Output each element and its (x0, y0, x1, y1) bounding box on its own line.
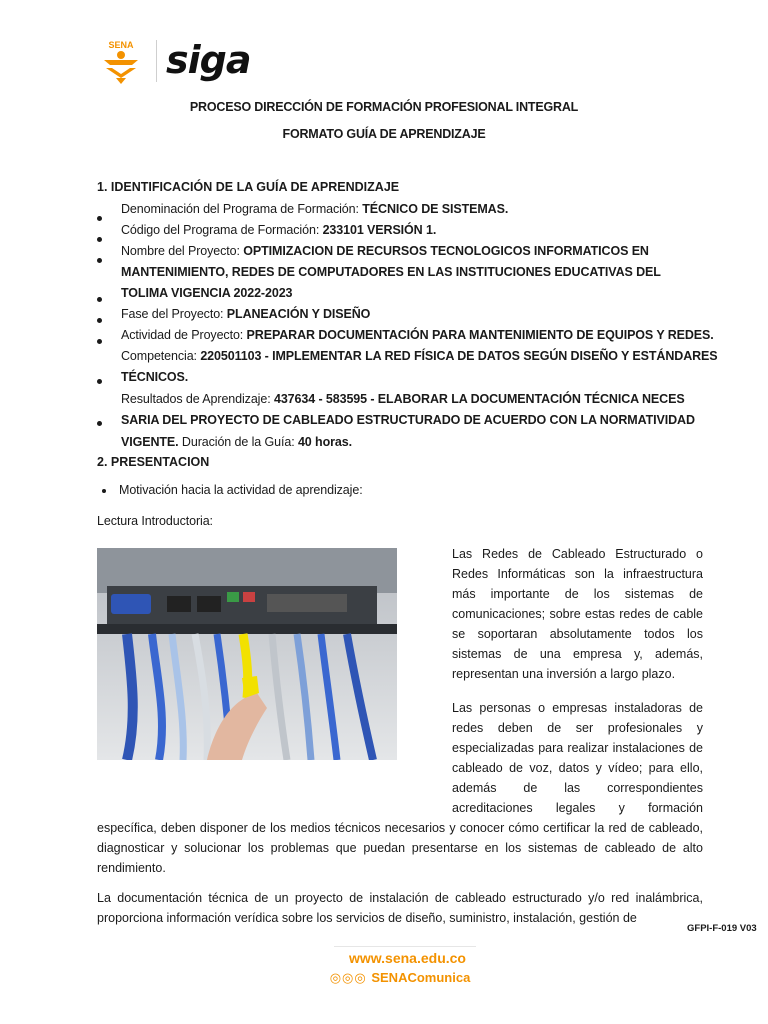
para2-rest-text: específica, deben disponer de los medios técnicos necesarios y conocer cómo certificar la red de cableado, diagnosticar y solucionar los problemas que puedan presentarse en los sistemas de cableado de alto rendimiento. (97, 821, 703, 875)
intro-paragraph-1-text: Las Redes de Cableado Estructurado o Redes Informáticas son la infraestructura más importante de los sistemas de comunicaciones; sobre estas redes de cable se soportaran absolutamente todos los sistemas de una empresa y, además, representan una inversión a largo plazo. (452, 547, 703, 681)
bullet (97, 258, 102, 263)
network-cables-photo (97, 548, 397, 760)
motivation-line: Motivación hacia la actividad de aprendizaje: (119, 483, 363, 497)
results-value-2: SARIA DEL PROYECTO DE CABLEADO ESTRUCTURADO DE ACUERDO CON LA NORMATIVIDAD (121, 413, 695, 427)
para2-line: cableado de voz, datos y vídeo; para ello, (452, 761, 703, 775)
phase-value: PLANEACIÓN Y DISEÑO (226, 307, 371, 321)
social-icons (330, 970, 372, 985)
results-line-3 (121, 435, 352, 449)
document-title: PROCESO DIRECCIÓN DE FORMACIÓN PROFESIONAL INTEGRAL (189, 100, 579, 114)
para2-line: redes deben de ser profesionales y (452, 721, 703, 735)
intro-label: Lectura Introductoria: (97, 514, 213, 528)
bullet (97, 421, 102, 426)
code-line (121, 223, 436, 237)
competence-value-2: TÉCNICOS. (121, 370, 189, 384)
para2-line: Las personas o empresas instaladoras de (452, 701, 703, 715)
phase-line (121, 307, 370, 321)
project-value-3: TOLIMA VIGENCIA 2022-2023 (121, 286, 293, 300)
project-line-3 (121, 286, 292, 300)
footer-social (0, 970, 768, 986)
para2-line: acreditaciones legales y formación (452, 801, 703, 815)
bullet (97, 379, 102, 384)
para2-line: además de las correspondientes (452, 781, 703, 795)
footer-divider (334, 946, 476, 947)
footer-website[interactable]: www.sena.edu.co (349, 950, 466, 966)
competence-line (121, 349, 718, 363)
intro-paragraph-1 (452, 544, 703, 684)
logo-separator (156, 40, 157, 82)
results-value-3: VIGENTE. (121, 435, 179, 449)
bullet (97, 318, 102, 323)
project-line (121, 244, 649, 258)
project-value-2: MANTENIMIENTO, REDES DE COMPUTADORES EN LAS INSTITUCIONES EDUCATIVAS DEL (121, 265, 661, 279)
program-value: TÉCNICO DE SISTEMAS. (362, 202, 509, 216)
para3-text: La documentación técnica de un proyecto de instalación de cableado estructurado y/o red inalámbrica, proporciona información verídica sobre los servicios de diseño, suministro, instalación, gestión de (97, 891, 703, 925)
sena-logo (96, 38, 146, 86)
competence-value-1: 220501103 - IMPLEMENTAR LA RED FÍSICA DE DATOS SEGÚN DISEÑO Y ESTÁNDARES (200, 349, 718, 363)
code-label: Código del Programa de Formación: (121, 223, 323, 237)
social-handle: SENAComunica (371, 970, 471, 985)
results-line (121, 392, 685, 406)
section-1-heading: 1. IDENTIFICACIÓN DE LA GUÍA DE APRENDIZAJE (97, 180, 400, 194)
intro-paragraph-3 (97, 888, 703, 928)
program-line (121, 202, 508, 216)
siga-logo: siga (166, 38, 251, 82)
sena-logo-text: SENA (108, 40, 134, 50)
competence-line-2 (121, 370, 188, 384)
intro-paragraph-2-continued (97, 818, 703, 878)
activity-value: PREPARAR DOCUMENTACIÓN PARA MANTENIMIENTO DE EQUIPOS Y REDES. (246, 328, 714, 342)
para2-line: especializadas para realizar instalaciones de (452, 741, 703, 755)
duration-label: Duración de la Guía: (178, 435, 298, 449)
bullet (97, 216, 102, 221)
project-value-1: OPTIMIZACION DE RECURSOS TECNOLOGICOS INFORMATICOS EN (243, 244, 649, 258)
bullet (102, 489, 106, 493)
document-subtitle: FORMATO GUÍA DE APRENDIZAJE (282, 127, 486, 141)
project-line-2 (121, 265, 661, 279)
competence-label: Competencia: (121, 349, 201, 363)
form-code: GFPI-F-019 V03 (687, 923, 757, 934)
results-label: Resultados de Aprendizaje: (121, 392, 274, 406)
facebook-icon: ◎ (329, 970, 343, 985)
results-line-2 (121, 413, 695, 427)
duration-value: 40 horas. (297, 435, 352, 449)
bullet (97, 297, 102, 302)
twitter-icon: ◎ (342, 970, 355, 985)
activity-line (121, 328, 714, 342)
program-label: Denominación del Programa de Formación: (121, 202, 363, 216)
activity-label: Actividad de Proyecto: (121, 328, 247, 342)
bullet (97, 339, 102, 344)
intro-paragraph-2 (452, 698, 703, 818)
results-value-1: 437634 - 583595 - ELABORAR LA DOCUMENTACIÓN TÉCNICA NECES (273, 392, 685, 406)
bullet (97, 237, 102, 242)
phase-label: Fase del Proyecto: (121, 307, 227, 321)
instagram-icon: ◎ (354, 970, 367, 985)
project-label: Nombre del Proyecto: (121, 244, 244, 258)
section-2-heading: 2. PRESENTACION (97, 455, 210, 469)
code-value: 233101 VERSIÓN 1. (322, 223, 437, 237)
